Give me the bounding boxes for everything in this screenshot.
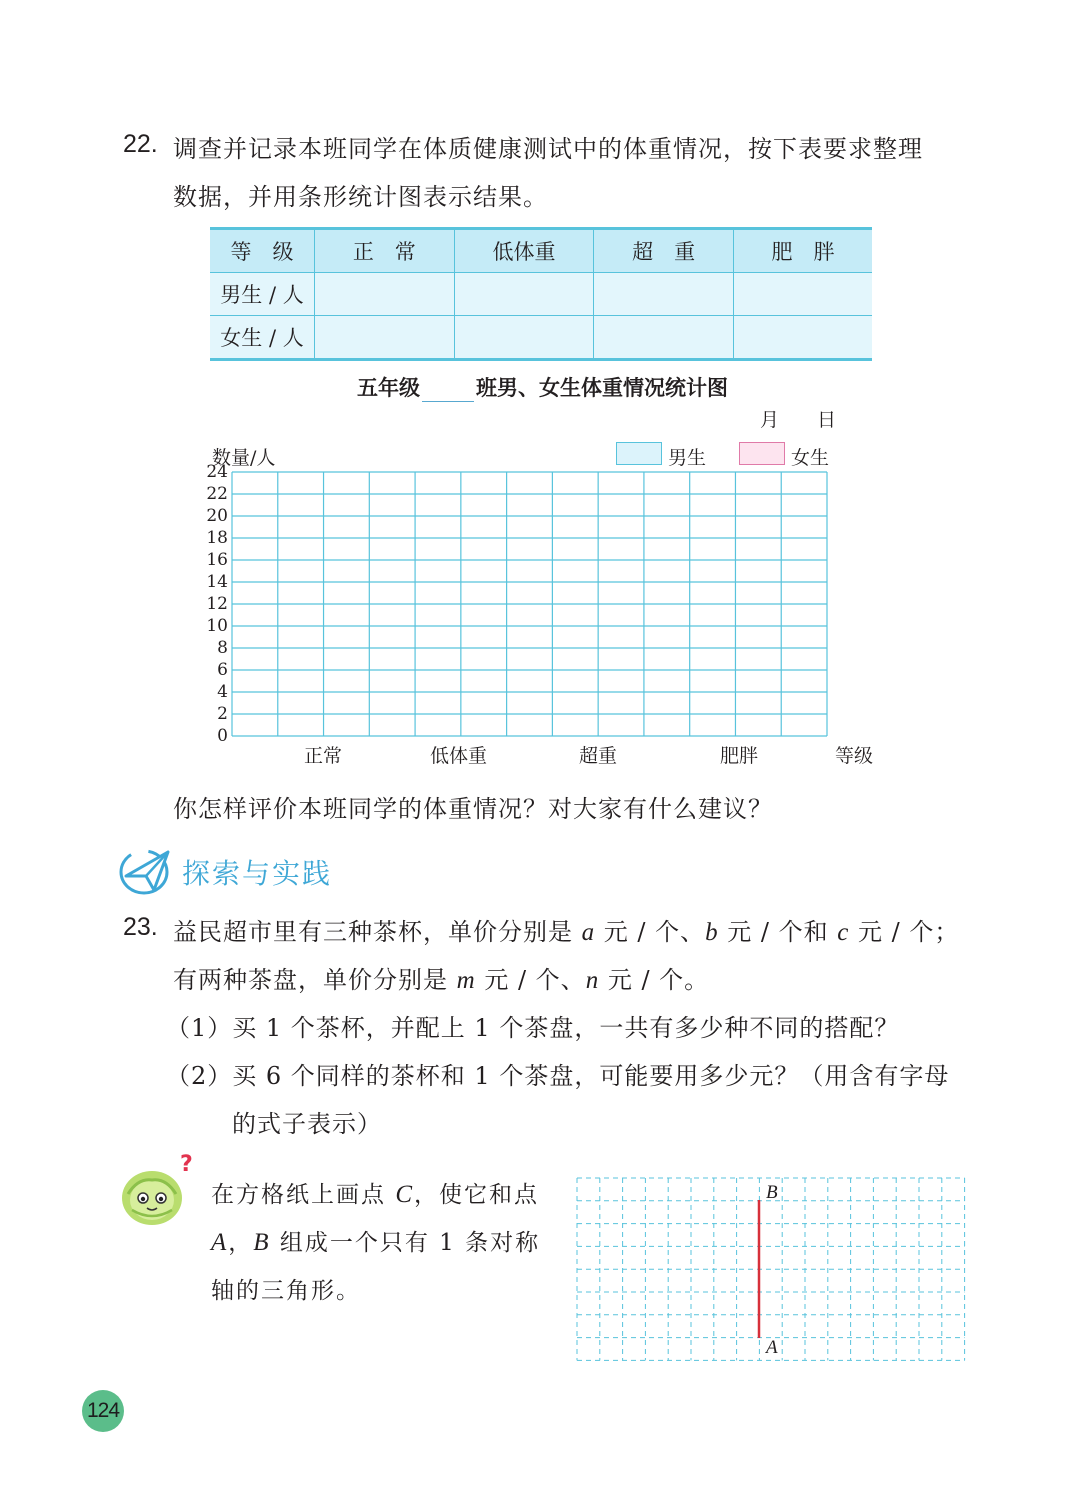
question-22-followup: 你怎样评价本班同学的体重情况？对大家有什么建议？: [173, 795, 773, 823]
row-label: 男生 / 人: [210, 273, 315, 316]
variable-a: a: [581, 919, 596, 946]
table-header-cell: 低体重: [454, 229, 594, 273]
y-tick-label: 4: [217, 682, 228, 702]
y-axis-label: 数量/人: [212, 447, 276, 469]
variable-n: n: [585, 967, 600, 994]
question-22-text-line2: 数据，并用条形统计图表示结果。: [173, 183, 548, 211]
variable-c: c: [837, 919, 850, 946]
category-label: 正常: [304, 745, 343, 767]
legend-label-boys: 男生: [668, 447, 707, 469]
page-number-badge: 124: [82, 1390, 124, 1432]
text-span: 在方格纸上画点: [211, 1182, 396, 1208]
category-label: 超重: [579, 745, 618, 767]
point-a-label: A: [766, 1337, 778, 1358]
table-header-cell: 正 常: [315, 229, 455, 273]
question-23-sub1: （1）买 1 个茶杯，并配上 1 个茶盘，一共有多少种不同的搭配？: [166, 1014, 900, 1042]
category-label: 肥胖: [720, 745, 759, 767]
variable-C: C: [395, 1181, 414, 1208]
text-span: ，使它和点: [414, 1182, 539, 1208]
text-span: 元 / 个和: [718, 918, 838, 946]
variable-m: m: [456, 967, 476, 994]
text-span: 元 / 个、: [475, 966, 586, 994]
text-span: 元 / 个；: [849, 918, 960, 946]
y-tick-label: 8: [217, 638, 228, 658]
chart-date: 月 日: [760, 409, 837, 431]
text-span: 元 / 个。: [599, 966, 710, 994]
y-tick-label: 20: [206, 506, 228, 526]
table-header-cell: 肥 胖: [733, 229, 872, 273]
paper-plane-icon: [118, 846, 174, 896]
text-span: ，: [228, 1230, 254, 1256]
question-23-sub2-line2: 的式子表示）: [232, 1110, 382, 1138]
question-22-text-line1: 调查并记录本班同学在体质健康测试中的体重情况，按下表要求整理: [173, 135, 923, 163]
question-23-line2: [173, 960, 709, 995]
legend-label-girls: 女生: [791, 447, 830, 469]
y-tick-label: 14: [206, 572, 228, 592]
chart-title-prefix: 五年级: [357, 376, 420, 400]
question-23-line1: [173, 912, 959, 947]
variable-A: A: [211, 1229, 229, 1256]
y-tick-label: 2: [217, 704, 228, 724]
y-tick-label: 24: [206, 462, 228, 482]
y-tick-label: 0: [217, 726, 228, 746]
section-title: 探索与实践: [182, 857, 333, 890]
table-header-cell: 超 重: [594, 229, 734, 273]
y-tick-label: 12: [206, 594, 228, 614]
y-tick-label: 18: [206, 528, 228, 548]
variable-B: B: [253, 1229, 271, 1256]
text-span: 组成一个只有 1 条对称: [270, 1230, 541, 1256]
variable-b: b: [705, 919, 719, 946]
table-header-cell: 等 级: [210, 229, 315, 273]
question-23-number: 23.: [123, 913, 158, 941]
y-tick-label: 16: [206, 550, 228, 570]
y-tick-label: 22: [206, 484, 228, 504]
row-label: 女生 / 人: [210, 316, 315, 360]
question-22-number: 22.: [123, 130, 158, 158]
thinking-line3: 轴的三角形。: [211, 1278, 361, 1304]
x-axis-label: 等级: [835, 745, 874, 767]
y-tick-label: 6: [217, 660, 228, 680]
question-23-sub2-line1: （2）买 6 个同样的茶杯和 1 个茶盘，可能要用多少元？（用含有字母: [166, 1062, 950, 1090]
text-span: 有两种茶盘，单价分别是: [173, 966, 457, 994]
question-mark: ?: [180, 1152, 193, 1177]
thinking-line2: [211, 1224, 540, 1257]
text-span: 元 / 个、: [595, 918, 706, 946]
point-b-label: B: [766, 1182, 778, 1203]
text-span: 益民超市里有三种茶杯，单价分别是: [173, 918, 582, 946]
thinking-line1: [211, 1176, 539, 1209]
y-tick-label: 10: [206, 616, 228, 636]
category-label: 低体重: [430, 745, 488, 767]
chart-title-suffix: 班男、女生体重情况统计图: [476, 376, 728, 400]
